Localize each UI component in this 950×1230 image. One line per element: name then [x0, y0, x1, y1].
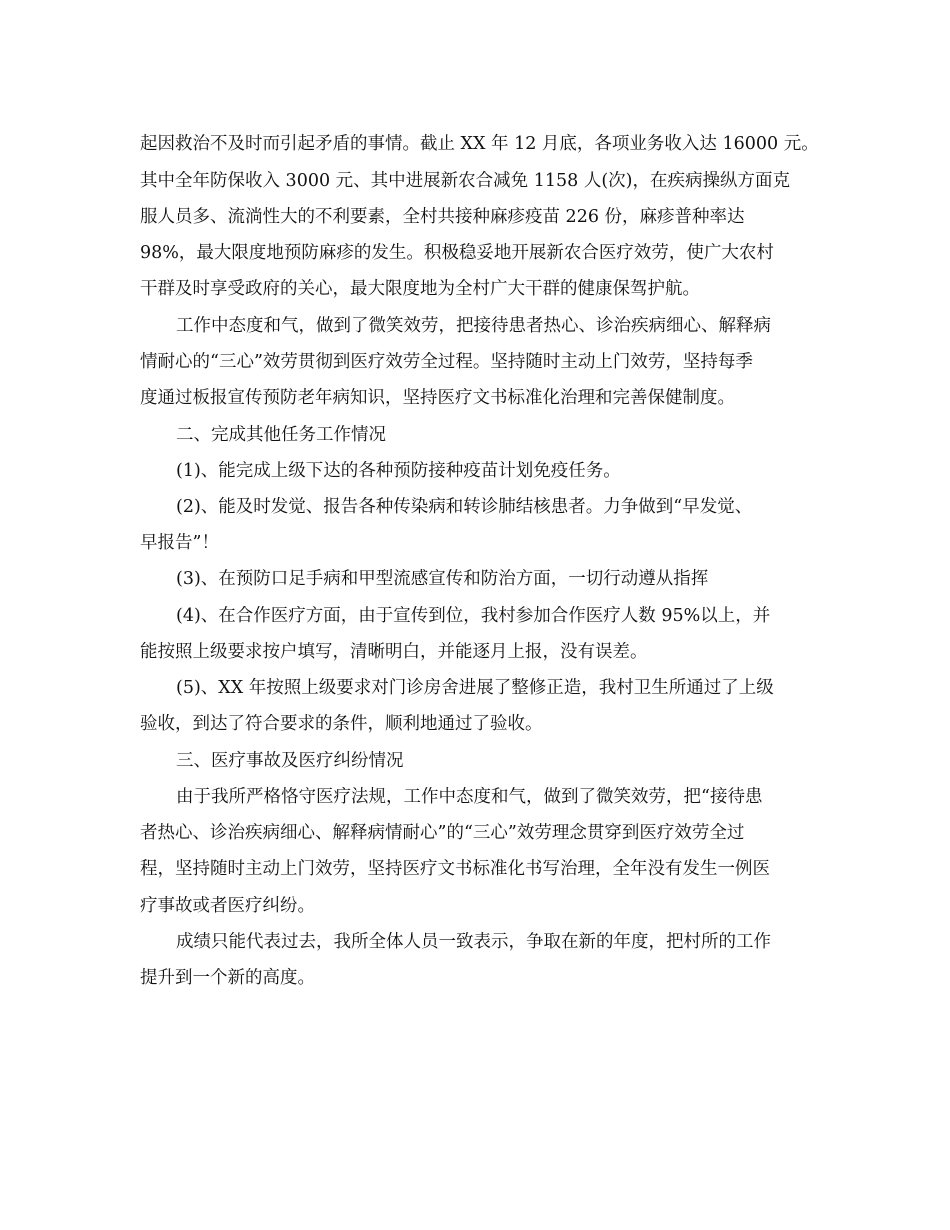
list-item: (3)、在预防口足手病和甲型流感宣传和防治方面，一切行动遵从指挥: [176, 569, 709, 589]
text-line: 情耐心的“三心”效劳贯彻到医疗效劳全过程。坚持随时主动上门效劳，坚持每季: [140, 352, 753, 372]
text-line: 干群及时享受政府的关心，最大限度地为全村广大干群的健康保驾护航。: [140, 279, 700, 299]
paragraph-first-line: 成绩只能代表过去，我所全体人员一致表示，争取在新的年度，把村所的工作: [176, 932, 771, 952]
list-item: (1)、能完成上级下达的各种预防接种疫苗计划免疫任务。: [176, 461, 621, 481]
list-item: (4)、在合作医疗方面，由于宣传到位，我村参加合作医疗人数 95%以上，并: [176, 606, 771, 626]
text-line: 早报告”！: [140, 533, 219, 553]
paragraph-first-line: 工作中态度和气，做到了微笑效劳，把接待患者热心、诊治疾病细心、解释病: [176, 316, 771, 336]
text-line: 程，坚持随时主动上门效劳，坚持医疗文书标准化书写治理，全年没有发生一例医: [140, 859, 770, 879]
text-line: 能按照上级要求按户填写，清晰明白，并能逐月上报，没有误差。: [140, 642, 648, 662]
text-line: 提升到一个新的高度。: [140, 968, 315, 988]
text-line: 度通过板报宣传预防老年病知识，坚持医疗文书标准化治理和完善保健制度。: [140, 388, 735, 408]
list-item: (5)、XX 年按照上级要求对门诊房舍进展了整修正造，我村卫生所通过了上级: [176, 678, 774, 698]
text-line: 98%，最大限度地预防麻疹的发生。积极稳妥地开展新农合医疗效劳，使广大农村: [140, 243, 774, 263]
text-line: 疗事故或者医疗纠纷。: [140, 896, 315, 916]
paragraph-first-line: 由于我所严格恪守医疗法规，工作中态度和气，做到了微笑效劳，把“接待患: [176, 787, 763, 807]
section-heading: 二、完成其他任务工作情况: [176, 425, 386, 445]
text-line: 其中全年防保收入 3000 元、其中进展新农合减免 1158 人(次)，在疾病操纵方面克: [140, 171, 790, 191]
section-heading: 三、医疗事故及医疗纠纷情况: [176, 751, 404, 771]
text-line: 服人员多、流淌性大的不利要素，全村共接种麻疹疫苗 226 份，麻疹普种率达: [140, 207, 745, 227]
text-line: 者热心、诊治疾病细心、解释病情耐心”的“三心”效劳理念贯穿到医疗效劳全过: [140, 823, 745, 843]
text-line: 起因救治不及时而引起矛盾的事情。截止 XX 年 12 月底，各项业务收入达 16000 元。: [140, 134, 819, 154]
text-line: 验收，到达了符合要求的条件，顺利地通过了验收。: [140, 714, 543, 734]
list-item: (2)、能及时发觉、报告各种传染病和转诊肺结核患者。力争做到“早发觉、: [176, 497, 753, 517]
